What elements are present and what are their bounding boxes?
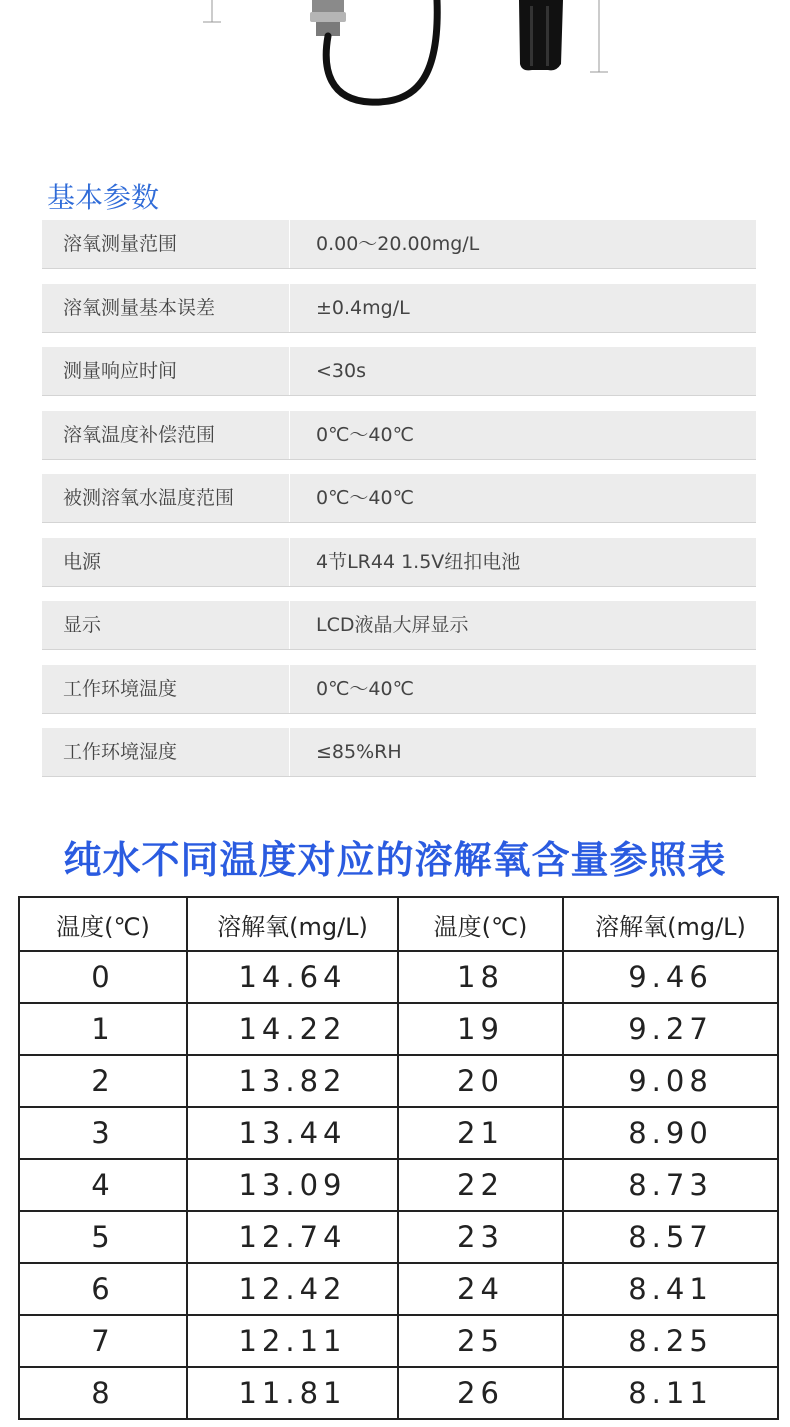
table-cell: 11.81 bbox=[187, 1367, 398, 1419]
param-row bbox=[42, 284, 756, 333]
table-row bbox=[19, 1107, 778, 1159]
table-cell: 23 bbox=[398, 1211, 563, 1263]
table-cell: 12.42 bbox=[187, 1263, 398, 1315]
table-row bbox=[19, 1055, 778, 1107]
table-header-row bbox=[19, 897, 778, 951]
param-name: 溶氧温度补偿范围 bbox=[42, 411, 290, 459]
table-cell: 14.64 bbox=[187, 951, 398, 1003]
oxygen-header: 溶解氧(mg/L) bbox=[187, 897, 398, 951]
table-cell: 8.25 bbox=[563, 1315, 778, 1367]
table-cell: 24 bbox=[398, 1263, 563, 1315]
param-value: <30s bbox=[316, 360, 366, 382]
table-row bbox=[19, 1367, 778, 1419]
table-cell: 22 bbox=[398, 1159, 563, 1211]
param-value: LCD液晶大屏显示 bbox=[316, 614, 469, 636]
table-row bbox=[19, 1263, 778, 1315]
table-cell: 6 bbox=[19, 1263, 187, 1315]
table-cell: 26 bbox=[398, 1367, 563, 1419]
table-cell: 4 bbox=[19, 1159, 187, 1211]
table-cell: 8.11 bbox=[563, 1367, 778, 1419]
table-cell: 25 bbox=[398, 1315, 563, 1367]
table-cell: 20 bbox=[398, 1055, 563, 1107]
table-row bbox=[19, 1211, 778, 1263]
param-name: 电源 bbox=[42, 538, 290, 586]
param-value: 0℃～40℃ bbox=[316, 487, 414, 509]
table-cell: 18 bbox=[398, 951, 563, 1003]
param-value: 4节LR44 1.5V纽扣电池 bbox=[316, 550, 521, 573]
table-cell: 8 bbox=[19, 1367, 187, 1419]
table-row bbox=[19, 1003, 778, 1055]
table-cell: 19 bbox=[398, 1003, 563, 1055]
table-cell: 8.41 bbox=[563, 1263, 778, 1315]
temperature-header: 温度(℃) bbox=[398, 897, 563, 951]
table-cell: 2 bbox=[19, 1055, 187, 1107]
table-row bbox=[19, 951, 778, 1003]
section-title: 基本参数 bbox=[47, 181, 160, 214]
temperature-header: 温度(℃) bbox=[19, 897, 187, 951]
param-value: ±0.4mg/L bbox=[316, 296, 410, 319]
param-row bbox=[42, 665, 756, 714]
table-cell: 3 bbox=[19, 1107, 187, 1159]
param-value: ≤85%RH bbox=[316, 741, 402, 763]
table-cell: 13.44 bbox=[187, 1107, 398, 1159]
param-row bbox=[42, 474, 756, 523]
table-cell: 9.46 bbox=[563, 951, 778, 1003]
param-row bbox=[42, 220, 756, 269]
param-name: 测量响应时间 bbox=[42, 347, 290, 395]
reference-table bbox=[18, 896, 779, 1420]
table-cell: 5 bbox=[19, 1211, 187, 1263]
param-value: 0℃～40℃ bbox=[316, 423, 414, 446]
table-cell: 8.73 bbox=[563, 1159, 778, 1211]
reference-table-title: 纯水不同温度对应的溶解氧含量参照表 bbox=[63, 838, 727, 882]
table-cell: 9.27 bbox=[563, 1003, 778, 1055]
table-cell: 13.09 bbox=[187, 1159, 398, 1211]
param-row bbox=[42, 728, 756, 777]
table-row bbox=[19, 1315, 778, 1367]
table-cell: 21 bbox=[398, 1107, 563, 1159]
table-cell: 8.57 bbox=[563, 1211, 778, 1263]
table-cell: 14.22 bbox=[187, 1003, 398, 1055]
oxygen-header: 溶解氧(mg/L) bbox=[563, 897, 778, 951]
table-cell: 13.82 bbox=[187, 1055, 398, 1107]
params-table bbox=[42, 220, 756, 792]
param-name: 工作环境湿度 bbox=[42, 728, 290, 776]
table-cell: 8.90 bbox=[563, 1107, 778, 1159]
product-image bbox=[0, 0, 790, 130]
table-cell: 1 bbox=[19, 1003, 187, 1055]
table-cell: 12.74 bbox=[187, 1211, 398, 1263]
param-name: 溶氧测量范围 bbox=[42, 220, 290, 268]
param-row bbox=[42, 347, 756, 396]
param-name: 工作环境温度 bbox=[42, 665, 290, 713]
table-cell: 9.08 bbox=[563, 1055, 778, 1107]
param-row bbox=[42, 601, 756, 650]
param-value: 0.00～20.00mg/L bbox=[316, 233, 480, 255]
table-cell: 12.11 bbox=[187, 1315, 398, 1367]
param-row bbox=[42, 538, 756, 587]
table-cell: 7 bbox=[19, 1315, 187, 1367]
param-name: 显示 bbox=[42, 601, 290, 649]
param-value: 0℃～40℃ bbox=[316, 677, 414, 700]
table-row bbox=[19, 1159, 778, 1211]
param-name: 被测溶氧水温度范围 bbox=[42, 474, 290, 522]
table-cell: 0 bbox=[19, 951, 187, 1003]
param-row bbox=[42, 411, 756, 460]
param-name: 溶氧测量基本误差 bbox=[42, 284, 290, 332]
